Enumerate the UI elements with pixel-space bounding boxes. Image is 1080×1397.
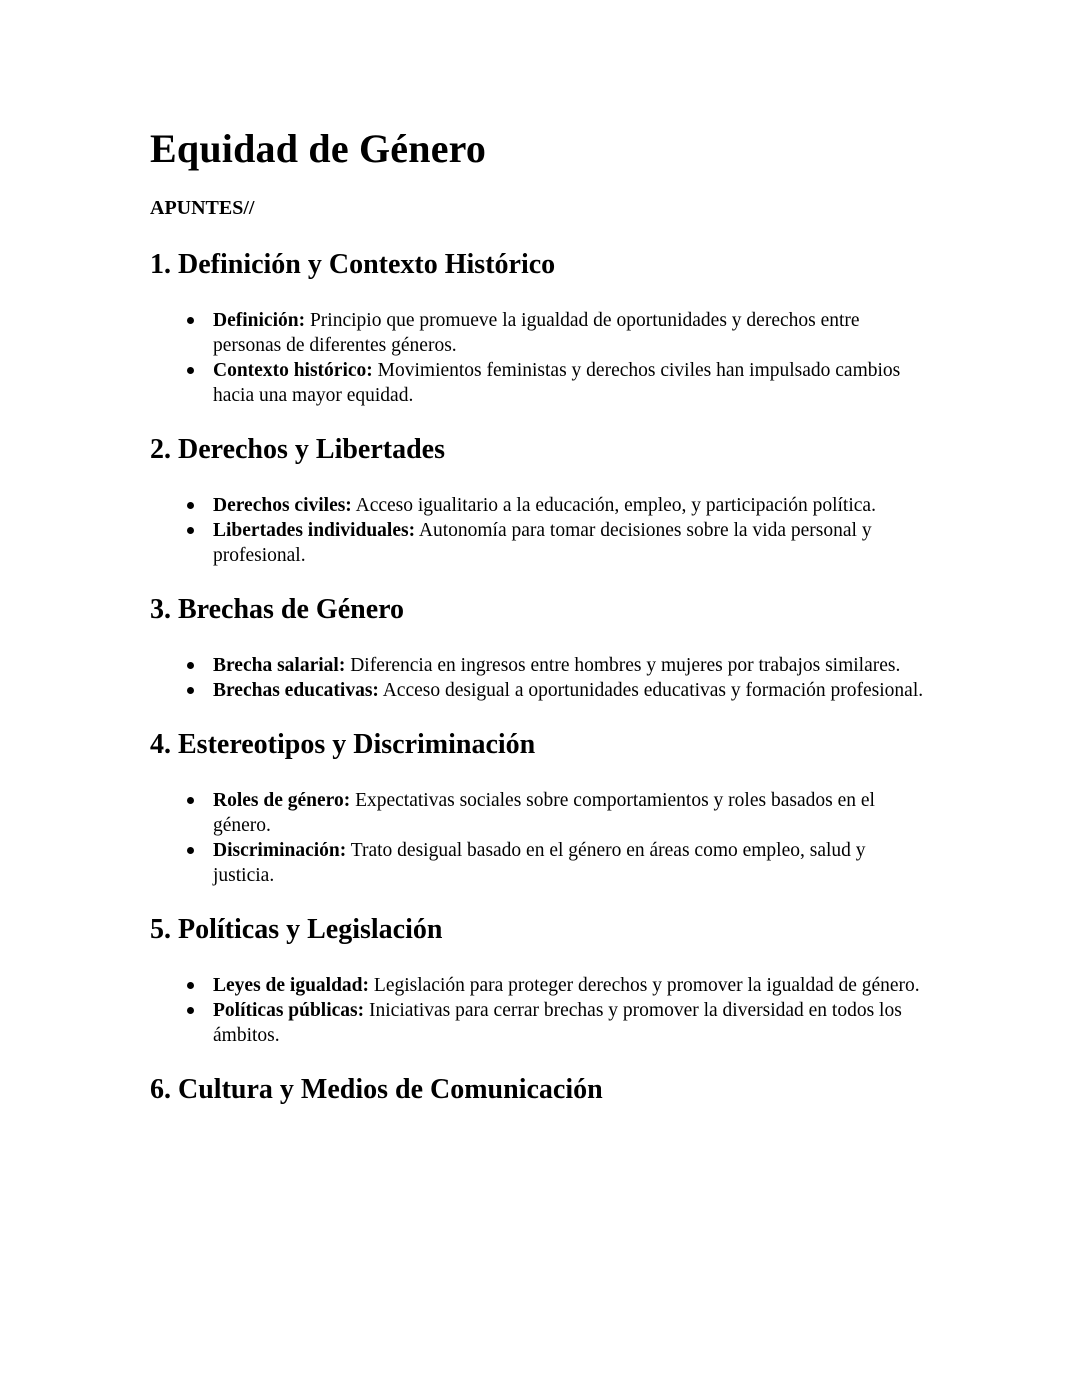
bullet-list	[150, 788, 930, 888]
bullet-term: Brechas educativas:	[213, 680, 379, 701]
bullet-term: Roles de género:	[213, 790, 351, 811]
bullet-term: Derechos civiles:	[213, 495, 352, 516]
section-heading: 1. Definición y Contexto Histórico	[150, 249, 556, 280]
bullet-item	[213, 998, 930, 1048]
bullet-item	[213, 518, 930, 568]
bullet-text: Iniciativas para cerrar brechas y promover la diversidad en todos los ámbitos.	[213, 1000, 902, 1046]
section-heading: 2. Derechos y Libertades	[150, 434, 445, 465]
bullet-text: Acceso igualitario a la educación, empleo, y participación política.	[351, 495, 876, 516]
section-heading: 6. Cultura y Medios de Comunicación	[150, 1074, 603, 1105]
bullet-list	[150, 308, 930, 408]
bullet-item	[213, 838, 930, 888]
bullet-text: Diferencia en ingresos entre hombres y mujeres por trabajos similares.	[345, 655, 901, 676]
bullet-item	[213, 653, 930, 678]
bullet-term: Libertades individuales:	[213, 520, 416, 541]
bullet-text: Principio que promueve la igualdad de oportunidades y derechos entre personas de diferentes géneros.	[213, 310, 860, 356]
bullet-text: Autonomía para tomar decisiones sobre la vida personal y profesional.	[213, 520, 872, 566]
bullet-text: Movimientos feministas y derechos civiles han impulsado cambios hacia una mayor equidad.	[213, 360, 901, 406]
section-heading: 5. Políticas y Legislación	[150, 914, 443, 945]
bullet-term: Definición:	[213, 310, 306, 331]
bullet-text: Acceso desigual a oportunidades educativas y formación profesional.	[378, 680, 924, 701]
bullet-item	[213, 678, 930, 703]
bullet-item	[213, 358, 930, 408]
bullet-item	[213, 973, 930, 998]
bullet-text: Legislación para proteger derechos y promover la igualdad de género.	[369, 975, 920, 996]
bullet-text: Trato desigual basado en el género en áreas como empleo, salud y justicia.	[213, 840, 866, 886]
bullet-term: Contexto histórico:	[213, 360, 373, 381]
bullet-term: Discriminación:	[213, 840, 347, 861]
bullet-term: Brecha salarial:	[213, 655, 346, 676]
document-title: Equidad de Género	[150, 126, 487, 171]
bullet-list	[150, 973, 930, 1048]
bullet-list	[150, 653, 930, 703]
bullet-term: Políticas públicas:	[213, 1000, 365, 1021]
bullet-text: Expectativas sociales sobre comportamientos y roles basados en el género.	[213, 790, 875, 836]
section-heading: 3. Brechas de Género	[150, 594, 405, 625]
bullet-item	[213, 788, 930, 838]
document-subtitle: APUNTES//	[150, 197, 255, 219]
bullet-item	[213, 493, 930, 518]
bullet-term: Leyes de igualdad:	[213, 975, 370, 996]
bullet-list	[150, 493, 930, 568]
sections-container	[150, 248, 930, 1106]
bullet-item	[213, 308, 930, 358]
section-heading: 4. Estereotipos y Discriminación	[150, 729, 536, 760]
